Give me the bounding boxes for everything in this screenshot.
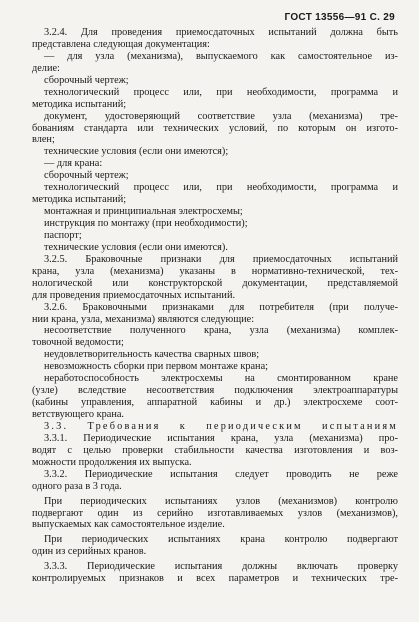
text-line: паспорт; (44, 229, 82, 241)
text-line: сборочный чертеж; (44, 74, 129, 86)
text-line: 3.3.3. Периодические испытания должны включать проверку (44, 561, 398, 573)
text-line: 3.2.6. Браковочными признаками для потребителя (при получе- (44, 301, 398, 313)
text-line: можности продолжения их выпуска. (32, 456, 192, 468)
text-line: крана, узла (механизма) указаны в нормативно-технической, тех- (32, 265, 398, 277)
text-line: неработоспособность электросхемы на смонтированном кране (44, 373, 398, 385)
text-line: технологический процесс или, при необходимости, программа и (44, 182, 398, 194)
text-line: технические условия (если они имеются). (44, 241, 228, 253)
text-line: выпускаемых как самостоятельное изделие. (32, 519, 225, 531)
text-line: методика испытаний; (32, 98, 127, 110)
text-line: монтажная и принципиальная электросхемы; (44, 206, 243, 218)
text-line: При периодических испытаниях узлов (механизмов) контролю (44, 495, 398, 507)
text-line: 3.3. Требования к периодическим испытаниям (44, 420, 398, 432)
text-line: подвергают один из серийно изготавливаемых узлов (механизмов), (32, 507, 398, 519)
text-line: (узле) вследствие несоответствия подключения электроаппаратуры (32, 385, 398, 397)
text-line: неудовлетворительность качества сварных швов; (44, 349, 260, 361)
text-line: документ, удостоверяющий соответствие узла (механизма) тре- (44, 110, 398, 122)
text-line: технические условия (если они имеются); (44, 146, 229, 158)
text-line: При периодических испытаниях крана контролю подвергают (44, 534, 398, 546)
text-line: бованиям стандарта или технических условий, по которым он изгото- (32, 122, 398, 134)
text-line: влен; (32, 134, 55, 146)
text-line: один из серийных кранов. (32, 546, 147, 558)
text-line: ветствующего крана. (32, 409, 124, 420)
page-header: ГОСТ 13556—91 С. 29 (284, 12, 395, 23)
text-line: для проведения приемосдаточных испытаний. (32, 289, 236, 301)
text-line: — для крана: (44, 158, 103, 170)
text-line: (кабины управления, аппаратной кабины и др.) электросхеме соот- (32, 397, 398, 409)
document-body (32, 27, 398, 585)
text-line: 3.3.1. Периодические испытания крана, узла (механизма) про- (44, 432, 398, 444)
text-line: представлена следующая документация: (32, 38, 210, 50)
text-line: сборочный чертеж; (44, 170, 129, 182)
text-line: водят с целью проверки стабильности качества изготовления и воз- (32, 444, 398, 456)
text-line: контролируемых признаков и всех параметров и технических тре- (32, 573, 398, 585)
text-line: делие: (32, 62, 60, 74)
text-line: 3.2.5. Браковочные признаки для приемосдаточных испытаний (44, 253, 398, 265)
text-line: товочной ведомости; (32, 337, 124, 349)
text-line: — для узла (механизма), выпускаемого как самостоятельное из- (44, 50, 398, 62)
text-line: нологической или конструкторской документации, представляемой (32, 277, 398, 289)
text-line: 3.3.2. Периодические испытания следует проводить не реже (44, 468, 398, 480)
text-line: инструкция по монтажу (при необходимости); (44, 218, 248, 229)
text-line: 3.2.4. Для проведения приемосдаточных испытаний должна быть (44, 27, 398, 38)
text-line: методика испытаний; (32, 194, 127, 206)
text-line: нии крана, узла, механизма) являются следующие: (32, 313, 255, 325)
text-line: невозможность сборки при первом монтаже крана; (44, 361, 269, 373)
text-line: одного раза в 3 года. (32, 480, 122, 492)
text-line: несоответствие полученного крана, узла (механизма) комплек- (44, 325, 398, 337)
text-line: технологический процесс или, при необходимости, программа и (44, 86, 398, 98)
